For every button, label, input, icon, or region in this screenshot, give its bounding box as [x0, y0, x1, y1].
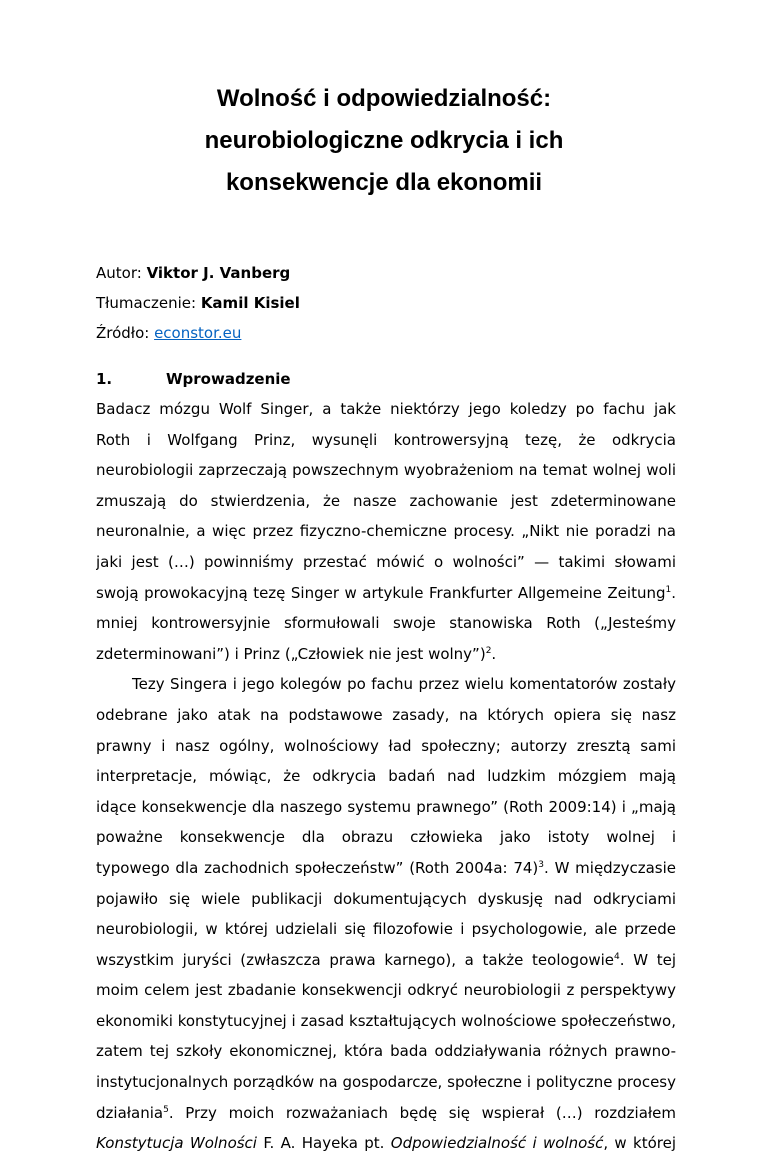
p2-line: Tezy Singera i jego kolegów po fachu przez wielu komentatorów zostały [132, 675, 676, 694]
p2-line: zatem tej szkoły ekonomicznej, która bada oddziaływania różnych prawno- [96, 1042, 676, 1061]
p2-line: odebrane jako atak na podstawowe zasady, na których opiera się nasz [96, 705, 676, 724]
p2-line: poważne konsekwencje dla obrazu człowieka jako istoty wolnej i [96, 828, 676, 847]
p1-line-text: . [671, 583, 676, 602]
p2-line [96, 1098, 676, 1129]
book-title: Konstytucja Wolności [96, 1134, 257, 1153]
p1-line [96, 639, 676, 670]
p1-line: jaki jest (…) powinniśmy przestać mówić o wolności” — takimi słowami [96, 552, 676, 571]
p2-line-text: F. A. Hayeka pt. [256, 1134, 391, 1153]
author-line [96, 264, 676, 282]
translator-name: Kamil Kisiel [200, 294, 300, 312]
footnote-ref[interactable]: 2 [485, 645, 492, 656]
p2-line-text: wszystkim juryści (zwłaszcza prawa karnego), a także teologowie [96, 950, 615, 969]
p2-line: ekonomiki konstytucyjnej i zasad kształtujących wolnościowe społeczeństwo, [96, 1011, 676, 1030]
p1-line: mniej kontrowersyjnie sformułowali swoje stanowiska Roth („Jesteśmy [96, 614, 676, 633]
p2-line: prawny i nasz ogólny, wolnościowy ład społeczny; autorzy zresztą sami [96, 736, 676, 755]
p2-line [96, 1128, 676, 1159]
title-line-1: Wolność i odpowiedzialność: [216, 85, 552, 112]
title-line-3: konsekwencje dla ekonomii [225, 169, 543, 196]
section-title: Wprowadzenie [166, 370, 291, 388]
section-number: 1. [96, 370, 113, 388]
author-name: Viktor J. Vanberg [146, 264, 291, 282]
footnote-ref[interactable]: 3 [538, 859, 545, 870]
section-heading [96, 370, 676, 388]
p2-line [96, 945, 676, 976]
footnote-ref[interactable]: 5 [163, 1104, 169, 1115]
p1-line: neuronalnie, a więc przez fizyczno-chemiczne procesy. „Nikt nie poradzi na [96, 522, 676, 541]
p1-line-text: . [491, 644, 497, 663]
footnote-ref[interactable]: 1 [665, 584, 672, 595]
p2-line-text: działania [96, 1103, 164, 1122]
p1-line: neurobiologii zaprzeczają powszechnym wyobrażeniom na temat wolnej woli [96, 461, 676, 480]
p2-line: interpretacje, mówiąc, że odkrycia badań nad ludzkim mózgiem mają [96, 767, 676, 786]
title-line-2: neurobiologiczne odkrycia i ich [204, 127, 564, 154]
translator-line [96, 294, 676, 312]
footnote-ref[interactable]: 4 [614, 951, 620, 962]
p2-line-text: , w której [603, 1134, 676, 1153]
p2-line: pojawiło się wiele publikacji dokumentujących dyskusję nad odkryciami [96, 889, 676, 908]
p2-line-text: . W tej [619, 950, 676, 969]
document-title [150, 78, 618, 204]
p2-line: neurobiologii, w której udzielali się filozofowie i psychologowie, ale przede [96, 920, 676, 939]
p2-line-text: . Przy moich rozważaniach będę się wspierał (…) rozdziałem [168, 1103, 676, 1122]
translator-label: Tłumaczenie: [96, 294, 201, 312]
p2-line: idące konsekwencje dla naszego systemu prawnego” (Roth 2009:14) i „mają [96, 797, 676, 816]
source-link[interactable]: econstor.eu [154, 324, 242, 342]
p1-line-text: zdeterminowani”) i Prinz („Człowiek nie jest wolny”) [96, 644, 486, 663]
p1-line [96, 578, 676, 609]
p1-line: zmuszają do stwierdzenia, że nasze zachowanie jest zdeterminowane [96, 491, 676, 510]
source-label: Źródło: [96, 324, 155, 342]
p1-line: Badacz mózgu Wolf Singer, a także niektórzy jego koledzy po fachu jak [96, 400, 676, 418]
p2-line: moim celem jest zbadanie konsekwencji odkryć neurobiologii z perspektywy [96, 981, 676, 1000]
p2-line [96, 853, 676, 884]
p2-line: instytucjonalnych porządków na gospodarcze, społeczne i polityczne procesy [96, 1073, 676, 1092]
p2-line-text: typowego dla zachodnich społeczeństw” (Roth 2004a: 74) [96, 858, 539, 877]
source-line [96, 324, 676, 342]
p1-line-text: swoją prowokacyjną tezę Singer w artykule Frankfurter Allgemeine Zeitung [96, 583, 666, 602]
body-text [96, 394, 676, 1159]
p1-line: Roth i Wolfgang Prinz, wysunęli kontrowersyjną tezę, że odkrycia [96, 430, 676, 449]
author-label: Autor: [96, 264, 147, 282]
chapter-title: Odpowiedzialność i wolność [390, 1134, 604, 1153]
p2-line-text: . W międzyczasie [544, 858, 676, 877]
